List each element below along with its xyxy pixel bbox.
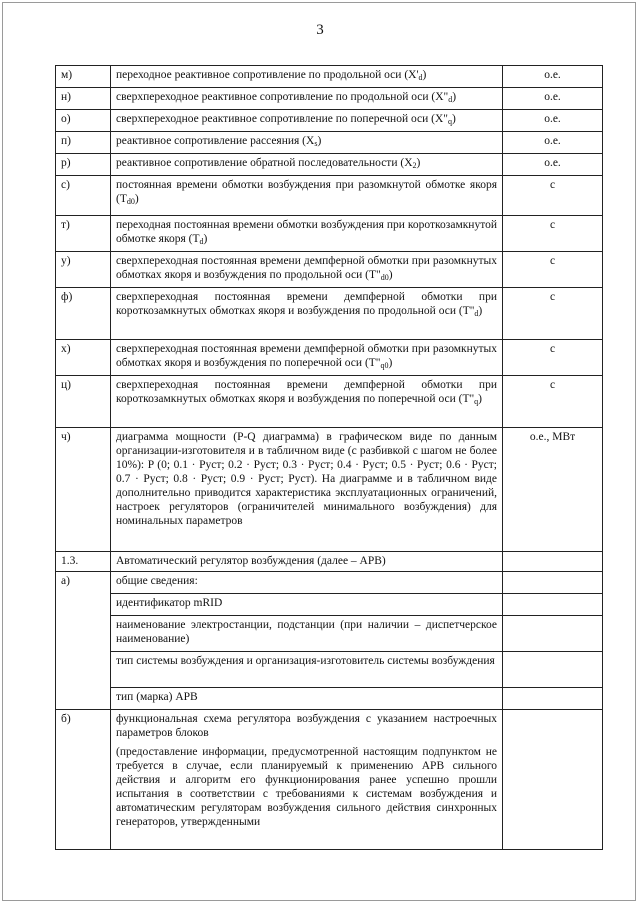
table-row xyxy=(56,176,603,216)
group-item-unit xyxy=(503,616,603,652)
group-item: идентификатор mRID xyxy=(111,594,503,616)
group-item-unit xyxy=(503,710,603,850)
row-number: п) xyxy=(56,132,111,154)
description-tail: ) xyxy=(451,113,456,125)
row-unit: о.е. xyxy=(503,110,603,132)
subscript: s xyxy=(314,139,318,148)
description-tail: ) xyxy=(388,357,393,369)
subscript: d0 xyxy=(126,197,135,206)
subscript: d0 xyxy=(380,273,389,282)
row-description xyxy=(111,176,503,216)
row-unit: с xyxy=(503,340,603,376)
paragraph: (предоставление информации, предусмотренной настоящим подпунктом не требуется в случае, если планируемый к применению АРВ сильного действия и алгоритм его функционирования ранее успешно прошли испытания в соответствии с требованиями к системам возбуждения и автоматическим регуляторам возбуждения сильного действия синхронных генераторов, утвержденными xyxy=(116,746,497,828)
row-number: у) xyxy=(56,252,111,288)
description-text: постоянная времени обмотки возбуждения при разомкнутой обмотке якоря (T xyxy=(116,179,497,205)
table-row xyxy=(56,288,603,340)
section-title: Автоматический регулятор возбуждения (далее – АРВ) xyxy=(111,552,503,572)
table-row xyxy=(56,216,603,252)
group-item: наименование электростанции, подстанции (при наличии – диспетчерское наименование) xyxy=(111,616,503,652)
group-number: б) xyxy=(56,710,111,850)
section-unit xyxy=(503,552,603,572)
table-row xyxy=(56,340,603,376)
group-item-unit xyxy=(503,652,603,688)
row-unit: о.е. xyxy=(503,132,603,154)
description-tail: ) xyxy=(452,91,457,103)
description-tail: ) xyxy=(203,233,208,245)
table-row xyxy=(56,252,603,288)
row-unit: с xyxy=(503,288,603,340)
row-description xyxy=(111,288,503,340)
row-unit: о.е., МВт xyxy=(503,428,603,552)
table-row xyxy=(56,594,603,616)
description-text: реактивное сопротивление обратной последовательности (X xyxy=(116,157,413,169)
row-description xyxy=(111,216,503,252)
description-text: переходная постоянная времени обмотки возбуждения при короткозамкнутой обмотке якоря (T xyxy=(116,219,497,245)
row-unit: о.е. xyxy=(503,154,603,176)
group-item: общие сведения: xyxy=(111,572,503,594)
row-number: х) xyxy=(56,340,111,376)
group-item-unit xyxy=(503,572,603,594)
table-row xyxy=(56,572,603,594)
description-tail: ) xyxy=(422,69,427,81)
group-item: тип системы возбуждения и организация-изготовитель системы возбуждения xyxy=(111,652,503,688)
row-description xyxy=(111,132,503,154)
page-number: 3 xyxy=(316,22,324,38)
table-row xyxy=(56,688,603,710)
row-unit: с xyxy=(503,176,603,216)
row-description xyxy=(111,252,503,288)
subscript: d xyxy=(199,237,204,246)
row-unit: о.е. xyxy=(503,66,603,88)
description-text: переходное реактивное сопротивление по продольной оси (X' xyxy=(116,69,419,81)
table-row xyxy=(56,66,603,88)
description-text: сверхпереходная постоянная времени демпферной обмотки при короткозамкнутых обмотках якоря и возбуждения по поперечной оси (T" xyxy=(116,379,497,405)
row-description xyxy=(111,66,503,88)
table-row xyxy=(56,652,603,688)
row-number: ч) xyxy=(56,428,111,552)
subscript: q0 xyxy=(380,361,389,370)
subscript: q xyxy=(474,397,479,406)
row-description xyxy=(111,88,503,110)
description-text: сверхпереходная постоянная времени демпферной обмотки при короткозамкнутых обмотках якоря и возбуждения по продольной оси (T" xyxy=(116,291,497,317)
section-number: 1.3. xyxy=(56,552,111,572)
row-description xyxy=(111,340,503,376)
table-row xyxy=(56,376,603,428)
group-item-unit xyxy=(503,688,603,710)
row-unit: с xyxy=(503,252,603,288)
description-text: сверхпереходное реактивное сопротивление по продольной оси (X" xyxy=(116,91,449,103)
description-tail: ) xyxy=(317,135,322,147)
group-number: а) xyxy=(56,572,111,710)
subscript: d xyxy=(418,73,423,82)
table-row xyxy=(56,428,603,552)
row-number: о) xyxy=(56,110,111,132)
description-text: сверхпереходное реактивное сопротивление по поперечной оси (X" xyxy=(116,113,448,125)
subscript: d xyxy=(448,95,453,104)
row-number: с) xyxy=(56,176,111,216)
row-description xyxy=(111,154,503,176)
row-description xyxy=(111,110,503,132)
group-item xyxy=(111,710,503,850)
row-number: м) xyxy=(56,66,111,88)
description-text: реактивное сопротивление рассеяния (X xyxy=(116,135,315,147)
table-row xyxy=(56,110,603,132)
row-number: т) xyxy=(56,216,111,252)
table-row xyxy=(56,154,603,176)
table-row xyxy=(56,132,603,154)
row-unit: о.е. xyxy=(503,88,603,110)
group-item-unit xyxy=(503,594,603,616)
row-unit: с xyxy=(503,216,603,252)
parameters-table xyxy=(55,65,603,850)
parameters-table-body xyxy=(56,66,603,850)
row-number: ф) xyxy=(56,288,111,340)
subscript: d xyxy=(474,309,479,318)
subscript: q xyxy=(447,117,452,126)
description-tail: ) xyxy=(134,193,139,205)
description-text: сверхпереходная постоянная времени демпферной обмотки при разомкнутых обмотках якоря и возбуждения по продольной оси (T" xyxy=(116,255,497,281)
subscript: 2 xyxy=(412,161,417,170)
row-number: р) xyxy=(56,154,111,176)
table-row xyxy=(56,88,603,110)
section-header-row xyxy=(56,552,603,572)
description-text: сверхпереходная постоянная времени демпферной обмотки при разомкнутых обмотках якоря и возбуждения по поперечной оси (T" xyxy=(116,343,497,369)
row-description xyxy=(111,428,503,552)
description-tail: ) xyxy=(388,269,393,281)
row-number: ц) xyxy=(56,376,111,428)
row-unit: с xyxy=(503,376,603,428)
row-number: н) xyxy=(56,88,111,110)
description-tail: ) xyxy=(478,305,483,317)
paragraph: функциональная схема регулятора возбуждения с указанием настроечных параметров блоков xyxy=(116,713,497,739)
table-row xyxy=(56,616,603,652)
row-description xyxy=(111,376,503,428)
table-row xyxy=(56,710,603,850)
description-tail: ) xyxy=(478,393,483,405)
description-text: диаграмма мощности (P-Q диаграмма) в графическом виде по данным организации-изготовителя и в табличном виде (с разбивкой с шагом не более 10%): P (0; 0.1 · Pуст; 0.2 · Pуст; 0.3 · Pуст; 0.4 · Pуст; 0.5 · Pуст; 0.6 · Pуст; 0.7 · Pуст; 0.8 · Pуст; 0.9 · Pуст; Pуст). На диаграмме и в табличном виде дополнительно приводится характеристика эксплуатационных ограничений, настроек регуляторов (ограничителей минимального возбуждения) для номинальных параметров xyxy=(116,431,497,527)
description-tail: ) xyxy=(416,157,421,169)
group-item: тип (марка) АРВ xyxy=(111,688,503,710)
